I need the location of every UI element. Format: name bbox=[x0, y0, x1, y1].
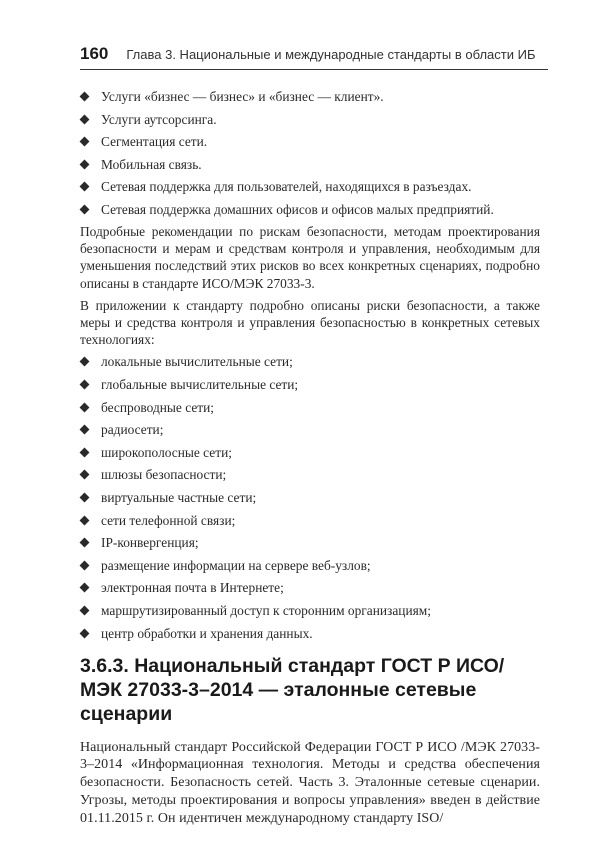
diamond-bullet-icon bbox=[80, 357, 90, 367]
list-item-text: электронная почта в Интернете; bbox=[101, 580, 284, 596]
diamond-bullet-icon bbox=[80, 159, 90, 169]
technology-list bbox=[80, 353, 540, 641]
diamond-bullet-icon bbox=[80, 182, 90, 192]
list-item bbox=[80, 579, 540, 596]
list-item bbox=[80, 421, 540, 438]
running-header bbox=[80, 44, 548, 64]
list-item bbox=[80, 557, 540, 574]
list-item-text: широкополосные сети; bbox=[101, 444, 232, 460]
diamond-bullet-icon bbox=[80, 606, 90, 616]
list-item bbox=[80, 489, 540, 506]
page-number: 160 bbox=[80, 44, 109, 63]
diamond-bullet-icon bbox=[80, 493, 90, 503]
diamond-bullet-icon bbox=[80, 628, 90, 638]
diamond-bullet-icon bbox=[80, 583, 90, 593]
scenario-list bbox=[80, 88, 540, 218]
diamond-bullet-icon bbox=[80, 380, 90, 390]
section-paragraph: Национальный стандарт Российской Федерации ГОСТ Р ИСО /МЭК 27033-3–2014 «Информационная технология. Методы и средства обеспечения безопасности. Безопасность сетей. Часть 3. Эталонные сетевые сценарии. Угрозы, методы проектирования и вопросы управления» введен в действие 01.11.2015 г. Он идентичен международному стандарту ISO/ bbox=[80, 739, 540, 826]
list-item bbox=[80, 201, 540, 218]
list-item bbox=[80, 625, 540, 642]
list-item bbox=[80, 156, 540, 173]
list-item-text: глобальные вычислительные сети; bbox=[101, 377, 299, 393]
list-item bbox=[80, 133, 540, 150]
list-item bbox=[80, 88, 540, 105]
list-item-text: Сетевая поддержка домашних офисов и офисов малых предприятий. bbox=[101, 201, 494, 217]
list-item-text: Сетевая поддержка для пользователей, находящихся в разъездах. bbox=[101, 179, 472, 194]
list-item-text: Мобильная связь. bbox=[101, 156, 202, 172]
diamond-bullet-icon bbox=[80, 470, 90, 480]
list-item bbox=[80, 178, 540, 195]
diamond-bullet-icon bbox=[80, 447, 90, 457]
list-item bbox=[80, 602, 540, 619]
header-rule bbox=[80, 69, 548, 70]
list-item bbox=[80, 512, 540, 529]
list-item-text: размещение информации на сервере веб-узлов; bbox=[101, 557, 371, 573]
list-item-text: Сегментация сети. bbox=[101, 134, 208, 149]
list-item bbox=[80, 444, 540, 461]
diamond-bullet-icon bbox=[80, 92, 90, 102]
paragraph-appendix: В приложении к стандарту подробно описаны риски безопасности, а также меры и средства контроля и управления безопасностью в конкретных сетевых технологиях: bbox=[80, 297, 540, 348]
diamond-bullet-icon bbox=[80, 402, 90, 412]
chapter-title: Глава 3. Национальные и международные стандарты в области ИБ bbox=[126, 47, 536, 62]
list-item-text: Услуги аутсорсинга. bbox=[101, 111, 217, 127]
page-body bbox=[80, 88, 540, 833]
diamond-bullet-icon bbox=[80, 204, 90, 214]
diamond-bullet-icon bbox=[80, 425, 90, 435]
list-item-text: Услуги «бизнес — бизнес» и «бизнес — клиент». bbox=[101, 89, 384, 104]
list-item-text: маршрутизированный доступ к сторонним организациям; bbox=[101, 602, 431, 618]
list-item-text: сети телефонной связи; bbox=[101, 512, 236, 528]
list-item bbox=[80, 534, 540, 551]
list-item bbox=[80, 399, 540, 416]
list-item bbox=[80, 111, 540, 128]
list-item-text: беспроводные сети; bbox=[101, 399, 215, 415]
list-item-text: шлюзы безопасности; bbox=[101, 467, 227, 483]
diamond-bullet-icon bbox=[80, 114, 90, 124]
list-item bbox=[80, 466, 540, 483]
diamond-bullet-icon bbox=[80, 515, 90, 525]
diamond-bullet-icon bbox=[80, 137, 90, 147]
paragraph-recommendations: Подробные рекомендации по рискам безопасности, методам проектирования безопасности и мерам и средствам контроля и управления, необходимым для уменьшения последствий этих рисков во всех конкретных сценариях, подробно описаны в стандарте ИСО/МЭК 27033-3. bbox=[80, 224, 540, 291]
diamond-bullet-icon bbox=[80, 538, 90, 548]
list-item-text: радиосети; bbox=[101, 422, 164, 438]
list-item-text: центр обработки и хранения данных. bbox=[101, 625, 313, 641]
list-item bbox=[80, 353, 540, 370]
diamond-bullet-icon bbox=[80, 560, 90, 570]
list-item-text: виртуальные частные сети; bbox=[101, 489, 257, 505]
list-item bbox=[80, 376, 540, 393]
section-heading: 3.6.3. Национальный стандарт ГОСТ Р ИСО/МЭК 27033-3–2014 — эталонные сетевые сценарии bbox=[80, 654, 505, 725]
list-item-text: IP-конвергенция; bbox=[101, 535, 199, 551]
list-item-text: локальные вычислительные сети; bbox=[101, 354, 293, 370]
